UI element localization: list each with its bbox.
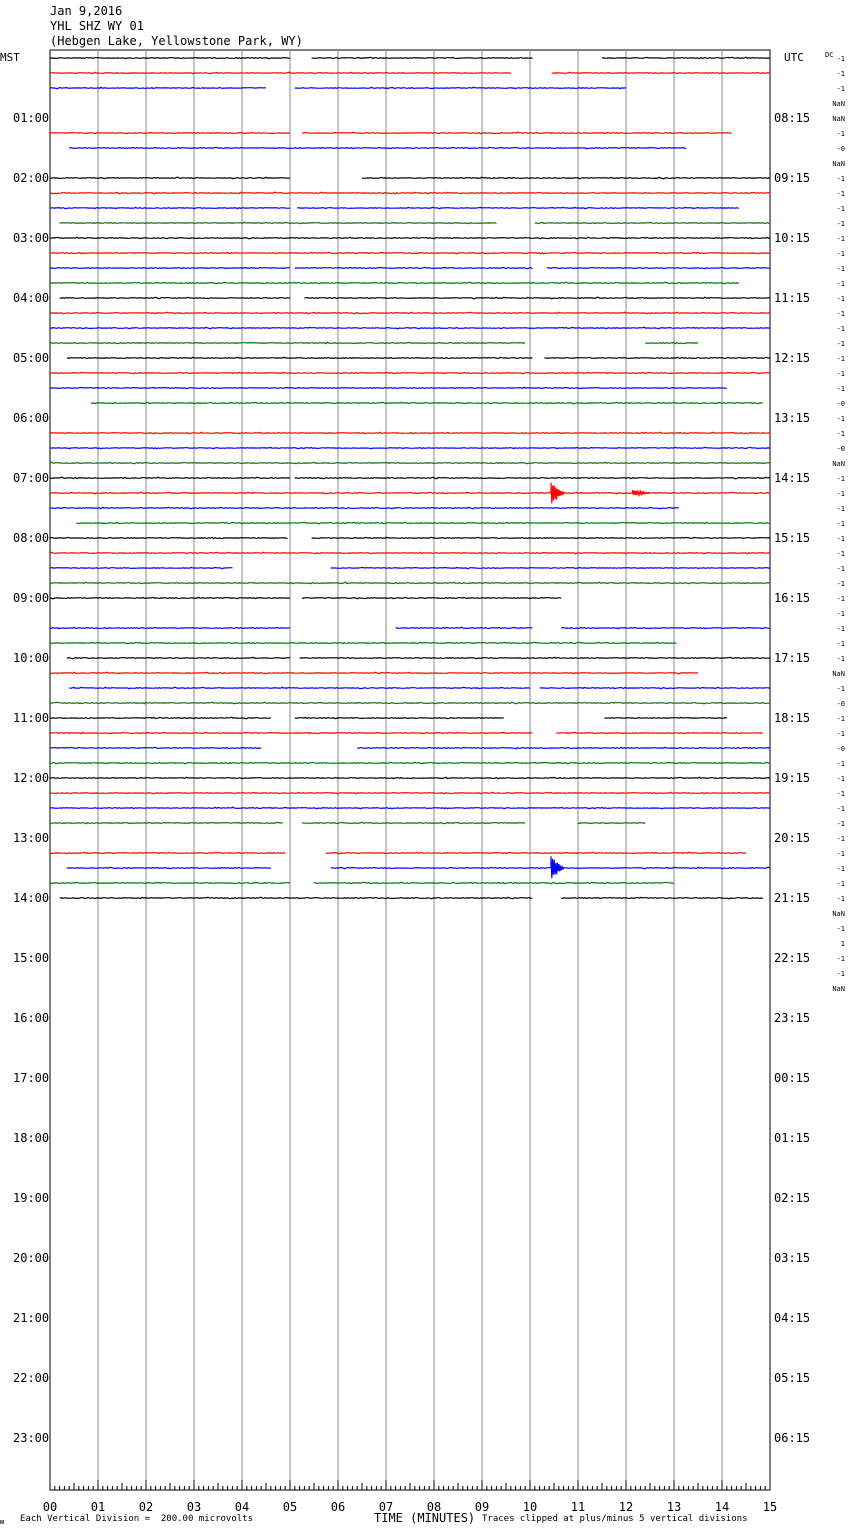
- hour-label-mst: 20:00: [13, 1251, 50, 1265]
- dc-offset-label: -1: [836, 520, 845, 528]
- x-tick-label: 08: [426, 1500, 442, 1514]
- trace-segment: [50, 792, 770, 794]
- dc-offset-label: -1: [836, 610, 845, 618]
- dc-offset-label: -1: [836, 355, 845, 363]
- dc-offset-label: -1: [836, 655, 845, 663]
- hour-label-utc: 02:15: [774, 1191, 811, 1205]
- vertical-division-note: Each Vertical Division = 200.00 microvolts: [20, 1514, 253, 1524]
- trace-segment: [50, 852, 285, 853]
- hour-label-utc: 11:15: [774, 291, 811, 305]
- trace-segment: [50, 268, 290, 269]
- dc-offset-label: NaN: [832, 910, 845, 918]
- dc-offset-label: -1: [836, 265, 845, 273]
- dc-offset-label: -1: [836, 790, 845, 798]
- trace-segment: [396, 627, 533, 628]
- hour-label-mst: 05:00: [13, 351, 50, 365]
- hour-label-utc: 14:15: [774, 471, 811, 485]
- dc-offset-label: -1: [836, 475, 845, 483]
- trace-segment: [50, 372, 770, 374]
- dc-offset-label: -1: [836, 730, 845, 738]
- hour-label-mst: 23:00: [13, 1431, 50, 1445]
- trace-segment: [645, 342, 698, 343]
- trace-segment: [295, 87, 626, 89]
- trace-segment: [50, 312, 770, 314]
- x-tick-label: 10: [522, 1500, 538, 1514]
- dc-offset-label: NaN: [832, 460, 845, 468]
- hour-label-utc: 03:15: [774, 1251, 811, 1265]
- hour-label-mst: 21:00: [13, 1311, 50, 1325]
- hour-label-utc: 05:15: [774, 1371, 811, 1385]
- trace-segment: [50, 627, 290, 629]
- trace-segment: [604, 717, 726, 718]
- dc-offset-label: -1: [836, 430, 845, 438]
- hour-label-mst: 07:00: [13, 471, 50, 485]
- trace-segment: [552, 72, 770, 73]
- dc-offset-label: -1: [836, 535, 845, 543]
- dc-offset-label: -1: [836, 130, 845, 138]
- trace-segment: [91, 402, 763, 404]
- hour-label-mst: 15:00: [13, 951, 50, 965]
- trace-segment: [50, 447, 770, 449]
- dc-offset-label: -1: [836, 235, 845, 243]
- trace-segment: [544, 357, 770, 358]
- dc-offset-label: -1: [836, 820, 845, 828]
- trace-segment: [50, 762, 770, 763]
- trace-segment: [50, 72, 511, 73]
- x-tick-label: 07: [378, 1500, 394, 1514]
- seismic-event: [551, 856, 564, 878]
- hour-label-utc: 01:15: [774, 1131, 811, 1145]
- hour-label-utc: 19:15: [774, 771, 811, 785]
- dc-offset-label: -0: [836, 400, 845, 408]
- dc-offset-label: -1: [836, 295, 845, 303]
- hour-label-mst: 08:00: [13, 531, 50, 545]
- dc-offset-label: -1: [836, 325, 845, 333]
- right-axis-label: UTC: [784, 51, 804, 64]
- hour-label-mst: 22:00: [13, 1371, 50, 1385]
- trace-segment: [50, 567, 232, 568]
- trace-segment: [326, 852, 746, 854]
- dc-offset-label: -1: [836, 85, 845, 93]
- trace-segment: [578, 823, 645, 824]
- trace-segment: [50, 672, 698, 674]
- x-tick-label: 11: [570, 1500, 586, 1514]
- trace-segment: [50, 582, 770, 584]
- dc-offset-label: -1: [836, 580, 845, 588]
- hour-label-utc: 09:15: [774, 171, 811, 185]
- dc-offset-label: NaN: [832, 670, 845, 678]
- trace-segment: [300, 657, 770, 658]
- hour-label-mst: 17:00: [13, 1071, 50, 1085]
- trace-segment: [561, 628, 770, 629]
- dc-offset-label: -1: [836, 490, 845, 498]
- trace-segment: [295, 267, 533, 269]
- trace-segment: [556, 732, 762, 733]
- dc-offset-label: -1: [836, 805, 845, 813]
- trace-segment: [50, 282, 739, 284]
- trace-segment: [50, 237, 770, 239]
- seismic-event: [633, 490, 650, 495]
- hour-label-utc: 06:15: [774, 1431, 811, 1445]
- x-tick-label: 15: [762, 1500, 778, 1514]
- trace-segment: [302, 132, 732, 134]
- trace-segment: [50, 252, 770, 254]
- hour-label-utc: 08:15: [774, 111, 811, 125]
- hour-label-mst: 14:00: [13, 891, 50, 905]
- trace-segment: [50, 882, 290, 884]
- hour-label-mst: 19:00: [13, 1191, 50, 1205]
- dc-offset-label: -1: [836, 775, 845, 783]
- hour-label-mst: 06:00: [13, 411, 50, 425]
- trace-segment: [50, 552, 770, 554]
- left-axis-label: MST: [0, 51, 20, 64]
- chart-date: Jan 9,2016: [50, 4, 123, 18]
- dc-offset-label: -0: [836, 745, 845, 753]
- dc-offset-label: -1: [836, 715, 845, 723]
- trace-segment: [357, 747, 770, 749]
- trace-segment: [50, 537, 288, 538]
- trace-segment: [50, 597, 290, 598]
- trace-segment: [50, 192, 770, 194]
- trace-segment: [561, 897, 763, 898]
- dc-offset-label: -1: [836, 835, 845, 843]
- clip-note: Traces clipped at plus/minus 5 vertical divisions: [482, 1514, 748, 1524]
- hour-label-utc: 00:15: [774, 1071, 811, 1085]
- trace-segment: [50, 432, 770, 434]
- x-tick-label: 03: [186, 1500, 202, 1514]
- hour-label-utc: 16:15: [774, 591, 811, 605]
- dc-offset-label: -1: [836, 220, 845, 228]
- dc-offset-label: NaN: [832, 985, 845, 993]
- trace-segment: [362, 177, 770, 179]
- trace-segment: [67, 657, 290, 658]
- x-tick-label: 01: [90, 1500, 106, 1514]
- x-tick-label: 05: [282, 1500, 298, 1514]
- seismic-event: [551, 483, 564, 504]
- trace-segment: [302, 597, 561, 599]
- trace-segment: [60, 897, 533, 899]
- corner-mark: ᴍ: [0, 1518, 5, 1526]
- trace-segment: [50, 507, 679, 509]
- x-tick-label: 04: [234, 1500, 250, 1514]
- trace-segment: [50, 177, 290, 179]
- trace-segment: [304, 297, 770, 299]
- trace-segment: [50, 747, 261, 748]
- trace-segment: [302, 822, 525, 824]
- hour-label-utc: 04:15: [774, 1311, 811, 1325]
- dc-offset-label: -1: [836, 955, 845, 963]
- dc-offset-label: -1: [836, 925, 845, 933]
- dc-offset-label: NaN: [832, 100, 845, 108]
- trace-segment: [50, 822, 283, 823]
- dc-offset-label: NaN: [832, 115, 845, 123]
- dc-offset-label: -1: [836, 565, 845, 573]
- hour-label-mst: 03:00: [13, 231, 50, 245]
- trace-segment: [67, 357, 533, 358]
- dc-offset-label: -1: [836, 640, 845, 648]
- trace-segment: [50, 807, 770, 809]
- trace-segment: [602, 57, 770, 59]
- dc-offset-label: -1: [836, 625, 845, 633]
- dc-offset-label: -0: [836, 445, 845, 453]
- hour-label-utc: 23:15: [774, 1011, 811, 1025]
- dc-offset-label: -1: [836, 685, 845, 693]
- trace-segment: [535, 222, 770, 223]
- trace-segment: [50, 492, 770, 494]
- x-tick-label: 12: [618, 1500, 634, 1514]
- trace-segment: [50, 58, 290, 59]
- dc-offset-label: -1: [836, 55, 845, 63]
- dc-offset-label: -1: [836, 505, 845, 513]
- dc-offset-label: -1: [836, 880, 845, 888]
- hour-label-utc: 18:15: [774, 711, 811, 725]
- trace-segment: [50, 387, 727, 389]
- dc-offset-label: -0: [836, 145, 845, 153]
- trace-segment: [60, 297, 290, 298]
- trace-segment: [60, 222, 497, 224]
- dc-offset-label: NaN: [832, 160, 845, 168]
- trace-segment: [312, 57, 533, 58]
- trace-segment: [69, 147, 686, 149]
- trace-segment: [50, 702, 770, 704]
- dc-offset-label: -1: [836, 865, 845, 873]
- hour-label-utc: 12:15: [774, 351, 811, 365]
- trace-segment: [540, 687, 770, 689]
- dc-offset-label: -1: [836, 760, 845, 768]
- x-tick-label: 09: [474, 1500, 490, 1514]
- hour-label-mst: 09:00: [13, 591, 50, 605]
- x-tick-label: 00: [42, 1500, 58, 1514]
- trace-segment: [50, 87, 266, 89]
- trace-segment: [547, 267, 770, 268]
- trace-segment: [295, 717, 504, 718]
- hour-label-utc: 20:15: [774, 831, 811, 845]
- hour-label-mst: 18:00: [13, 1131, 50, 1145]
- dc-offset-label: -1: [836, 385, 845, 393]
- dc-offset-label: -1: [836, 550, 845, 558]
- hour-label-utc: 21:15: [774, 891, 811, 905]
- hour-label-mst: 04:00: [13, 291, 50, 305]
- trace-segment: [76, 522, 770, 524]
- trace-segment: [312, 537, 770, 538]
- dc-offset-label: -1: [836, 310, 845, 318]
- dc-offset-label: -1: [836, 415, 845, 423]
- trace-segment: [314, 882, 674, 884]
- trace-segment: [69, 687, 530, 689]
- trace-segment: [50, 642, 676, 644]
- dc-offset-label: -1: [836, 175, 845, 183]
- trace-segment: [295, 477, 770, 479]
- trace-segment: [50, 717, 271, 719]
- trace-segment: [297, 207, 739, 208]
- hour-label-utc: 17:15: [774, 651, 811, 665]
- trace-segment: [50, 342, 525, 343]
- x-tick-label: 06: [330, 1500, 346, 1514]
- hour-label-mst: 16:00: [13, 1011, 50, 1025]
- dc-offset-label: -1: [836, 205, 845, 213]
- dc-label: DC: [825, 51, 834, 59]
- hour-label-utc: 15:15: [774, 531, 811, 545]
- x-tick-label: 13: [666, 1500, 682, 1514]
- hour-label-utc: 10:15: [774, 231, 811, 245]
- chart-station: YHL SHZ WY 01: [50, 19, 144, 33]
- x-tick-label: 02: [138, 1500, 154, 1514]
- hour-label-mst: 11:00: [13, 711, 50, 725]
- dc-offset-label: -1: [836, 250, 845, 258]
- trace-segment: [50, 327, 770, 329]
- dc-offset-label: -1: [836, 895, 845, 903]
- hour-label-mst: 02:00: [13, 171, 50, 185]
- hour-label-mst: 12:00: [13, 771, 50, 785]
- hour-label-mst: 10:00: [13, 651, 50, 665]
- trace-segment: [50, 732, 532, 733]
- x-axis-title: TIME (MINUTES): [374, 1511, 476, 1525]
- dc-offset-label: -1: [836, 370, 845, 378]
- hour-label-mst: 13:00: [13, 831, 50, 845]
- trace-segment: [50, 777, 770, 779]
- trace-segment: [67, 867, 271, 868]
- hour-label-mst: 01:00: [13, 111, 50, 125]
- dc-offset-label: -0: [836, 700, 845, 708]
- plot-frame: [50, 50, 770, 1490]
- hour-label-utc: 22:15: [774, 951, 811, 965]
- dc-offset-label: -1: [836, 70, 845, 78]
- dc-offset-label: -1: [836, 340, 845, 348]
- dc-offset-label: -1: [836, 970, 845, 978]
- dc-offset-label: -1: [836, 850, 845, 858]
- hour-label-utc: 13:15: [774, 411, 811, 425]
- dc-offset-label: 1: [840, 940, 845, 948]
- trace-segment: [50, 462, 770, 464]
- trace-segment: [50, 207, 290, 208]
- x-tick-label: 14: [714, 1500, 730, 1514]
- trace-segment: [331, 567, 770, 568]
- dc-offset-label: -1: [836, 595, 845, 603]
- dc-offset-label: -1: [836, 280, 845, 288]
- trace-segment: [50, 477, 290, 478]
- dc-offset-label: -1: [836, 190, 845, 198]
- trace-segment: [50, 132, 290, 133]
- chart-location: (Hebgen Lake, Yellowstone Park, WY): [50, 34, 303, 48]
